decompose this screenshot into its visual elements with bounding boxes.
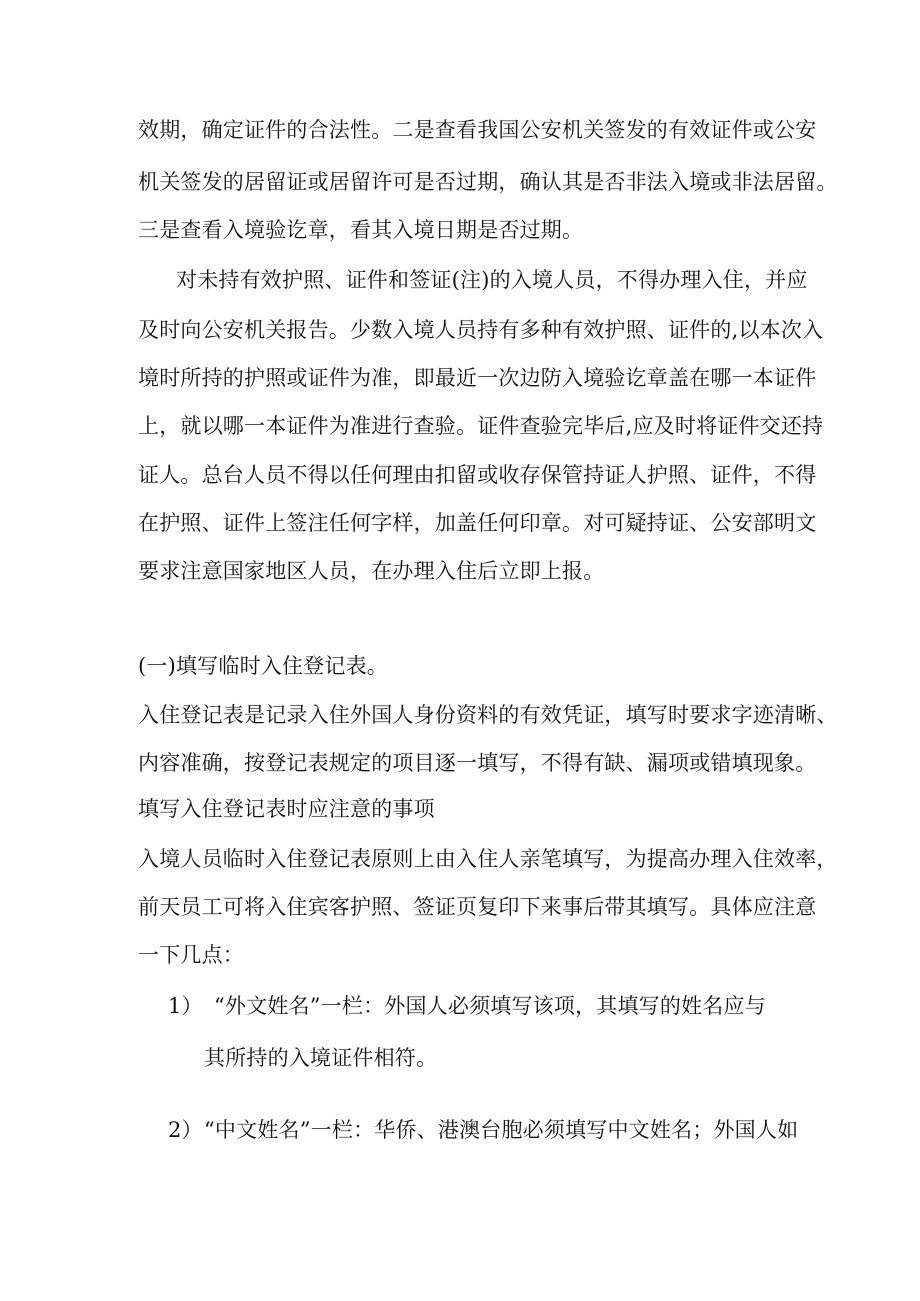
paragraph-line: 在护照、证件上签注任何字样，加盖任何印章。对可疑持证、公安部明文 bbox=[138, 511, 817, 535]
paragraph-line: 三是查看入境验讫章，看其入境日期是否过期。 bbox=[138, 218, 584, 242]
list-item-text: “中文姓名”一栏：华侨、港澳台胞必须填写中文姓名；外国人如 bbox=[204, 1118, 799, 1142]
paragraph-line: 要求注意国家地区人员，在办理入住后立即上报。 bbox=[138, 559, 605, 583]
paragraph-line: 证人。总台人员不得以任何理由扣留或收存保管持证人护照、证件，不得 bbox=[138, 463, 817, 487]
paragraph-line: 境时所持的护照或证件为准，即最近一次边防入境验讫章盖在哪一本证件 bbox=[138, 366, 817, 390]
list-item-number: 1） bbox=[168, 994, 203, 1018]
paragraph-line: 一下几点： bbox=[138, 943, 244, 967]
paragraph-line: 及时向公安机关报告。少数入境人员持有多种有效护照、证件的,以本次入 bbox=[138, 318, 824, 342]
list-item-text: 其所持的入境证件相符。 bbox=[204, 1046, 438, 1070]
paragraph-line: 机关签发的居留证或居留许可是否过期，确认其是否非法入境或非法居留。 bbox=[138, 170, 838, 194]
paragraph-line: 内容准确，按登记表规定的项目逐一填写，不得有缺、漏项或错填现象。 bbox=[138, 751, 817, 775]
paragraph-line: 入住登记表是记录入住外国人身份资料的有效凭证，填写时要求字迹清晰、 bbox=[138, 703, 838, 727]
section-heading: (一)填写临时入住登记表。 bbox=[138, 654, 388, 678]
paragraph-line: 效期，确定证件的合法性。二是查看我国公安机关签发的有效证件或公安 bbox=[138, 118, 817, 142]
list-item-number: 2） bbox=[168, 1118, 203, 1142]
paragraph-line: 入境人员临时入住登记表原则上由入住人亲笔填写，为提高办理入住效率， bbox=[138, 847, 838, 871]
paragraph-line: 前天员工可将入住宾客护照、签证页复印下来事后带其填写。具体应注意 bbox=[138, 895, 817, 919]
list-item-text: “外文姓名”一栏：外国人必须填写该项，其填写的姓名应与 bbox=[214, 994, 766, 1018]
paragraph-line: 对未持有效护照、证件和签证(注)的入境人员，不得办理入住，并应 bbox=[176, 268, 808, 292]
sub-heading: 填写入住登记表时应注意的事项 bbox=[138, 797, 435, 821]
paragraph-line: 上，就以哪一本证件为准进行查验。证件查验完毕后,应及时将证件交还持 bbox=[138, 414, 824, 438]
